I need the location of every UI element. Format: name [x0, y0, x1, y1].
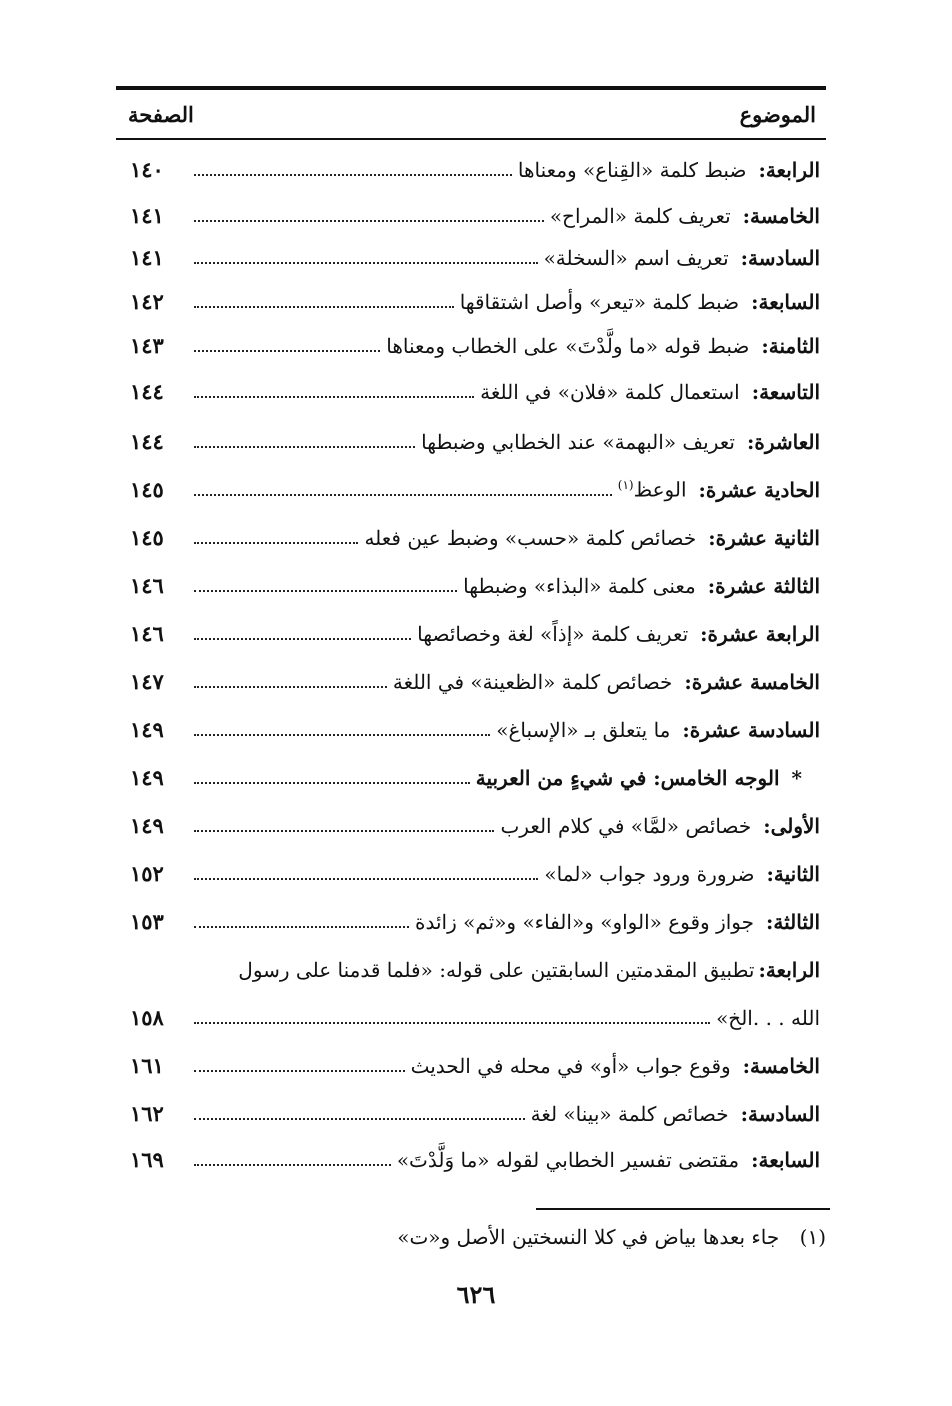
- entry-title: تطبيق المقدمتين السابقتين على قوله: «فلما قدمنا على رسول: [238, 958, 755, 982]
- bullet-star-icon: *: [791, 766, 802, 790]
- toc-entry: [130, 1090, 820, 1130]
- entry-page: ١٥٨: [130, 1005, 164, 1030]
- toc-entry: [130, 418, 820, 458]
- toc-entry: [130, 1042, 820, 1082]
- entry-title: ضبط كلمة «تيعر» وأصل اشتقاقها: [459, 290, 740, 314]
- entry-page: ١٦٩: [130, 1147, 164, 1172]
- leader-dots: [194, 350, 380, 352]
- leader-dots: [194, 1070, 405, 1072]
- entry-title: خصائص كلمة «حسب» وضبط عين فعله: [364, 526, 697, 550]
- entry-page: ١٤٠: [130, 157, 164, 182]
- entry-page: ١٤٩: [130, 717, 164, 742]
- leader-dots: [194, 446, 415, 448]
- entry-title: تعريف كلمة «إذاً» لغة وخصائصها: [417, 622, 689, 646]
- entry-label: السادسة:: [740, 246, 820, 270]
- leader-dots: [194, 1118, 525, 1120]
- toc-entry-continuation: [130, 994, 820, 1034]
- toc-entry: [130, 234, 820, 274]
- toc-entry: [130, 514, 820, 554]
- entry-label: الثامنة:: [761, 334, 820, 358]
- toc-entry: [130, 192, 820, 232]
- entry-page: ١٦١: [130, 1053, 164, 1078]
- toc-entry: [130, 802, 820, 842]
- entry-page: ١٤٦: [130, 621, 164, 646]
- entry-label: الحادية عشرة:: [698, 478, 820, 502]
- entry-title: ضبط قوله «ما ولَّدْتَ» على الخطاب ومعناها: [386, 334, 750, 358]
- entry-title: ما يتعلق بـ «الإسباغ»: [496, 718, 671, 742]
- leader-dots: [194, 686, 387, 688]
- entry-title: تعريف كلمة «المراح»: [549, 204, 731, 228]
- entry-label: السادسة عشرة:: [682, 718, 820, 742]
- entry-page: ١٤١: [130, 245, 164, 270]
- entry-title: خصائص «لمَّا» في كلام العرب: [500, 814, 752, 838]
- toc-entry: [130, 146, 820, 186]
- toc-entry: [130, 850, 820, 890]
- entry-label: الثانية عشرة:: [708, 526, 820, 550]
- entry-label: الخامسة:: [742, 204, 820, 228]
- leader-dots: [194, 830, 494, 832]
- entry-page: ١٦٢: [130, 1101, 164, 1126]
- leader-dots: [194, 262, 538, 264]
- leader-dots: [194, 542, 358, 544]
- entry-title: مقتضى تفسير الخطابي لقوله «ما وَلَّدْتَ»: [396, 1148, 740, 1172]
- entry-title: خصائص كلمة «الظعينة» في اللغة: [392, 670, 673, 694]
- footnote-separator: [536, 1208, 830, 1210]
- page-number: ٦٢٦: [456, 1280, 496, 1309]
- entry-page: ١٤٢: [130, 289, 164, 314]
- footnote-number: (١): [799, 1225, 826, 1249]
- entry-label: الخامسة:: [742, 1054, 820, 1078]
- toc-entry: [130, 610, 820, 650]
- toc-entry: [130, 898, 820, 938]
- entry-page: ١٤٤: [130, 429, 164, 454]
- leader-dots: [194, 590, 457, 592]
- toc-entry: [130, 658, 820, 698]
- leader-dots: [194, 1022, 710, 1024]
- entry-title: معنى كلمة «البذاء» وضبطها: [463, 574, 696, 598]
- toc-entry: [130, 278, 820, 318]
- entry-title: تعريف «البهمة» عند الخطابي وضبطها: [421, 430, 735, 454]
- header-rule: [116, 138, 826, 140]
- entry-title: [618, 469, 693, 506]
- toc-entry: [130, 946, 820, 986]
- entry-page: ١٤٩: [130, 813, 164, 838]
- toc-entry: [130, 322, 820, 362]
- footnote-ref: (١): [617, 478, 634, 493]
- entry-label: السابعة:: [751, 1148, 820, 1172]
- entry-title: ضبط كلمة «القِناع» ومعناها: [517, 158, 747, 182]
- entry-page: ١٤٧: [130, 669, 164, 694]
- entry-page: ١٤٤: [130, 379, 164, 404]
- leader-dots: [194, 306, 454, 308]
- entry-title: الوجه الخامس: في شيءٍ من العربية: [475, 766, 780, 790]
- entry-label: التاسعة:: [751, 380, 820, 404]
- leader-dots: [194, 878, 538, 880]
- entry-label: السابعة:: [751, 290, 820, 314]
- entry-title: استعمال كلمة «فلان» في اللغة: [480, 380, 740, 404]
- leader-dots: [194, 220, 544, 222]
- entry-page: ١٤٥: [130, 525, 164, 550]
- entry-label: العاشرة:: [746, 430, 820, 454]
- entry-title: تعريف اسم «السخلة»: [543, 246, 729, 270]
- entry-title: وقوع جواب «أو» في محله في الحديث: [410, 1054, 731, 1078]
- entry-label: الرابعة:: [758, 158, 820, 182]
- entry-page: ١٤٥: [130, 477, 164, 502]
- entry-page: ١٤٦: [130, 573, 164, 598]
- topic-column-header: الموضوع: [739, 102, 816, 127]
- toc-entry: [130, 706, 820, 746]
- entry-label: الرابعة:: [758, 958, 820, 982]
- entry-page: ١٥٣: [130, 909, 164, 934]
- entry-page: ١٤٣: [130, 333, 164, 358]
- entry-title-text: الوعظ: [633, 478, 687, 502]
- footnote: [397, 1222, 826, 1252]
- entry-title: جواز وقوع «الواو» و«الفاء» و«ثم» زائدة: [414, 910, 754, 934]
- leader-dots: [194, 494, 612, 496]
- leader-dots: [194, 638, 411, 640]
- toc-entry: [130, 466, 820, 506]
- toc-entry: [130, 368, 820, 408]
- entry-page: ١٤٩: [130, 765, 164, 790]
- entry-label: الأولى:: [763, 814, 820, 838]
- entry-page: ١٤١: [130, 203, 164, 228]
- toc-section-heading: [130, 754, 820, 794]
- entry-label: الخامسة عشرة:: [684, 670, 820, 694]
- leader-dots: [194, 782, 470, 784]
- entry-label: الثالثة عشرة:: [707, 574, 820, 598]
- entry-label: الثالثة:: [765, 910, 820, 934]
- top-rule: [116, 86, 826, 90]
- leader-dots: [194, 1164, 391, 1166]
- page-column-header: الصفحة: [128, 102, 194, 127]
- entry-label: الرابعة عشرة:: [700, 622, 820, 646]
- entry-title: خصائص كلمة «بينا» لغة: [530, 1102, 729, 1126]
- toc-entry: [130, 562, 820, 602]
- entry-title: ضرورة ورود جواب «لما»: [544, 862, 755, 886]
- entry-page: ١٥٢: [130, 861, 164, 886]
- entry-label: السادسة:: [740, 1102, 820, 1126]
- entry-label: الثانية:: [766, 862, 820, 886]
- entry-title-continuation: الله . . .الخ»: [716, 1006, 820, 1030]
- leader-dots: [194, 396, 474, 398]
- footnote-text: جاء بعدها بياض في كلا النسختين الأصل و«ت»: [397, 1225, 780, 1249]
- toc-entry: [130, 1136, 820, 1176]
- leader-dots: [194, 926, 409, 928]
- leader-dots: [194, 734, 490, 736]
- leader-dots: [194, 174, 512, 176]
